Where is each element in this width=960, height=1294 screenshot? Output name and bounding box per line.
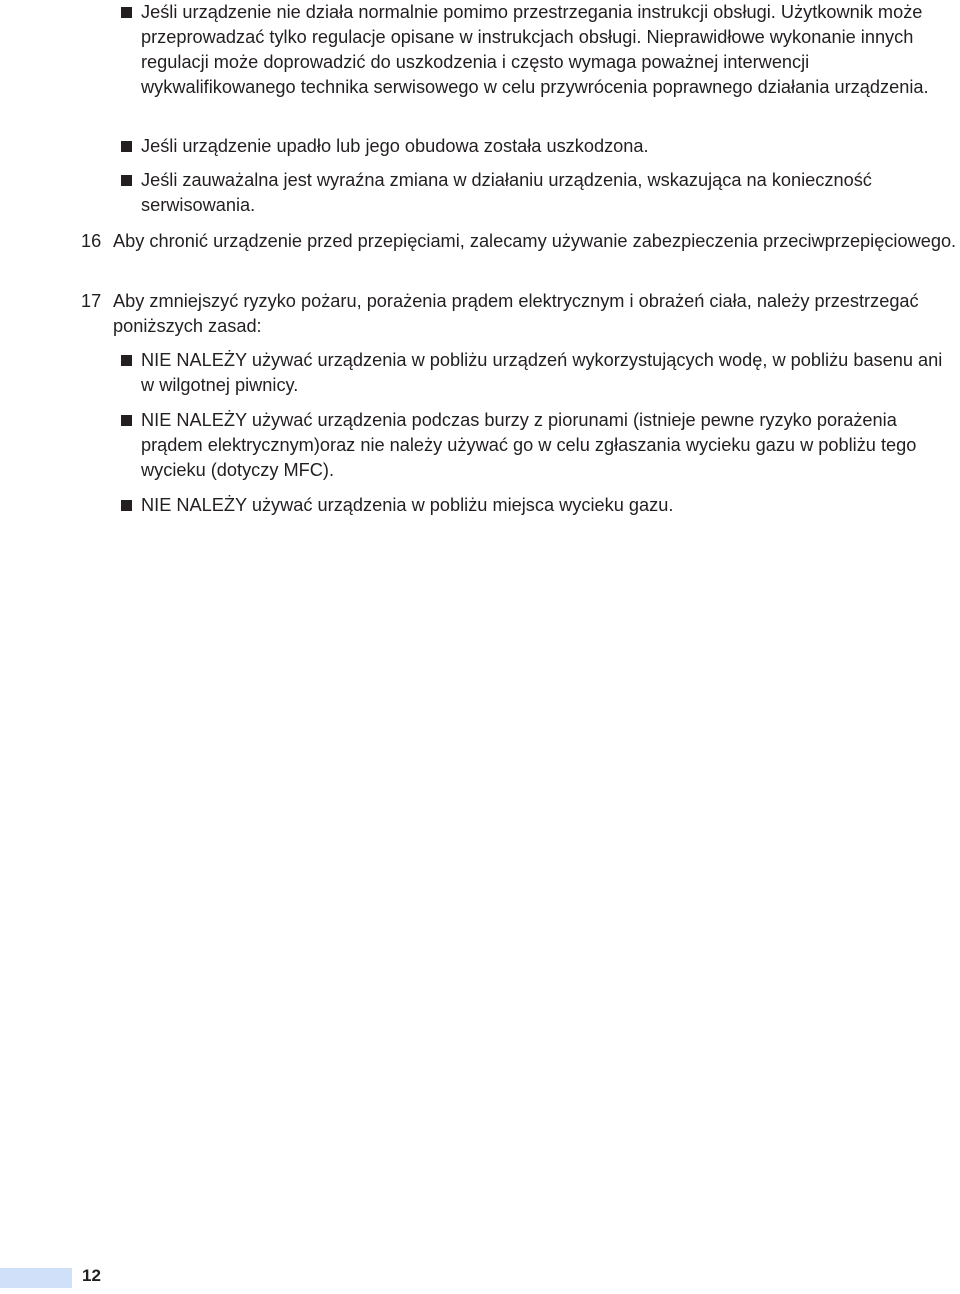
bullet-text: NIE NALEŻY używać urządzenia podczas burzy z piorunami (istnieje pewne ryzyko porażenia prądem elektrycznym)oraz nie należy używać go w celu zgłaszania wycieku gazu w pobliżu tego wycieku (dotyczy MFC). xyxy=(141,410,917,480)
bullet-text: Jeśli urządzenie upadło lub jego obudowa została uszkodzona. xyxy=(141,136,649,156)
item-text: Aby zmniejszyć ryzyko pożaru, porażenia prądem elektrycznym i obrażeń ciała, należy przestrzegać poniższych zasad: xyxy=(113,291,919,336)
numbered-item-16 xyxy=(81,229,957,254)
bullet-text: Jeśli urządzenie nie działa normalnie pomimo przestrzegania instrukcji obsługi. Użytkownik może przeprowadzać tylko regulacje opisane w instrukcjach obsługi. Nieprawidłowe wykonanie innych regulacji może doprowadzić do uszkodzenia i często wymaga poważnej interwencji wykwalifikowanego technika serwisowego w celu przywrócenia poprawnego działania urządzenia. xyxy=(141,2,929,97)
square-bullet-icon xyxy=(121,7,132,18)
page-number-bar xyxy=(0,1268,72,1288)
bullet-item-performance-change xyxy=(121,168,957,218)
page-number: 12 xyxy=(82,1266,101,1285)
bullet-text: Jeśli zauważalna jest wyraźna zmiana w działaniu urządzenia, wskazująca na konieczność serwisowania. xyxy=(141,170,872,215)
bullet-item-storm xyxy=(121,408,957,483)
bullet-item-dropped xyxy=(121,134,957,159)
square-bullet-icon xyxy=(121,175,132,186)
numbered-item-17 xyxy=(81,289,957,339)
item-number: 16 xyxy=(81,231,102,251)
bullet-item-gas-leak xyxy=(121,493,957,518)
square-bullet-icon xyxy=(121,415,132,426)
square-bullet-icon xyxy=(121,355,132,366)
bullet-item-water xyxy=(121,348,957,398)
square-bullet-icon xyxy=(121,500,132,511)
bullet-text: NIE NALEŻY używać urządzenia w pobliżu urządzeń wykorzystujących wodę, w pobliżu basenu ani w wilgotnej piwnicy. xyxy=(141,350,943,395)
square-bullet-icon xyxy=(121,141,132,152)
item-text: Aby chronić urządzenie przed przepięciami, zalecamy używanie zabezpieczenia przeciwprzepięciowego. xyxy=(113,231,957,251)
item-number: 17 xyxy=(81,291,102,311)
bullet-text: NIE NALEŻY używać urządzenia w pobliżu miejsca wycieku gazu. xyxy=(141,495,674,515)
bullet-item-malfunction xyxy=(121,0,957,100)
